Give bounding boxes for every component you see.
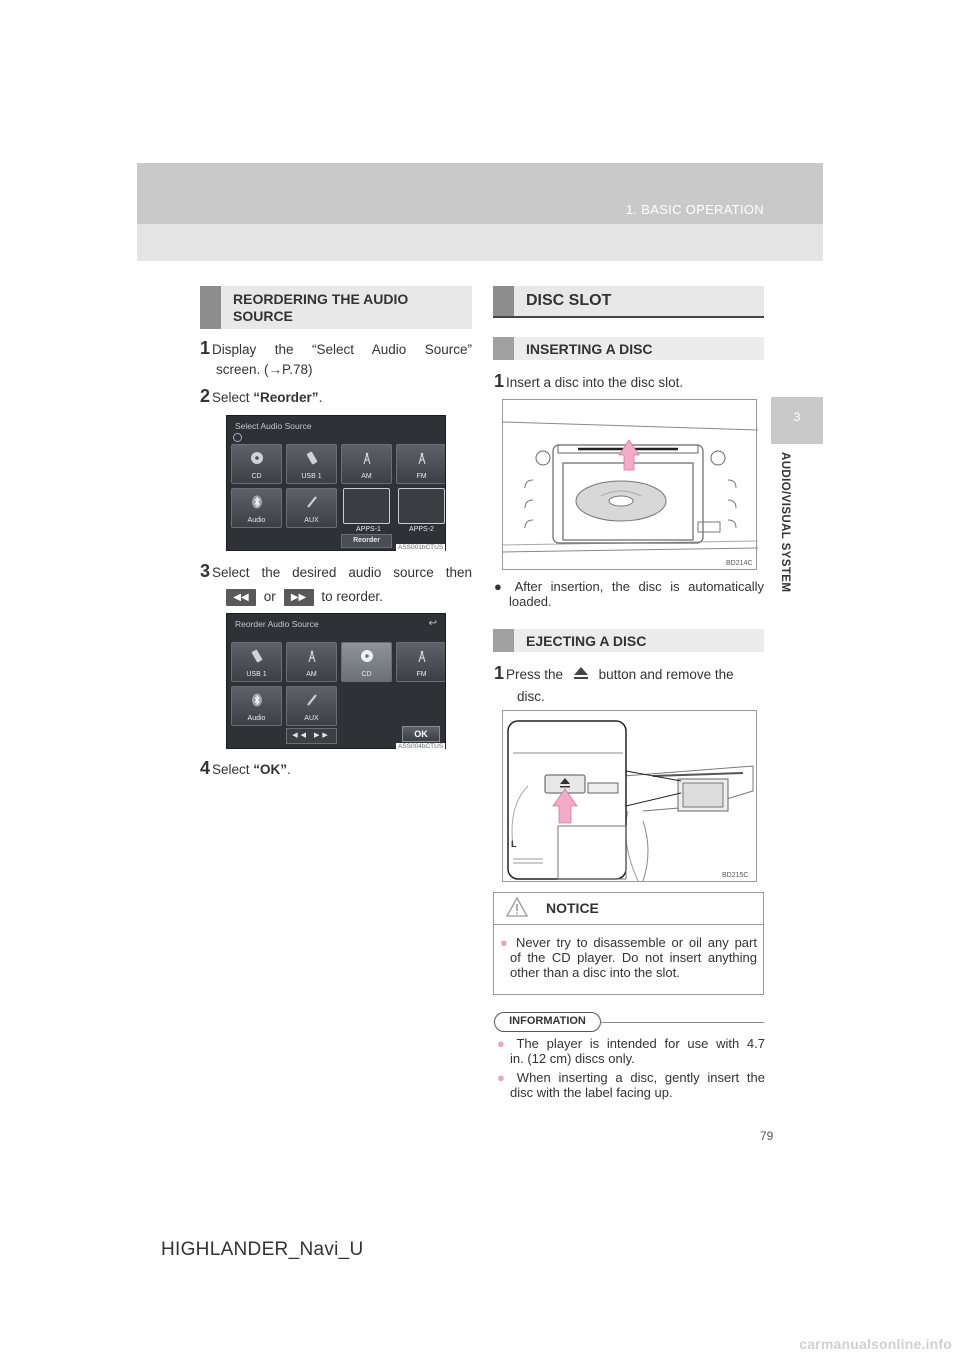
reorder-audio-source-screen xyxy=(226,613,446,749)
source-tile-aux[interactable]: AUX xyxy=(286,488,337,528)
eject-drawing xyxy=(503,711,758,883)
information-rule xyxy=(600,1022,764,1023)
move-right-button-icon: ▶▶ xyxy=(284,589,314,606)
step-1-text: 1 Display the “Select Audio Source” xyxy=(200,338,472,358)
warning-triangle-icon xyxy=(506,897,528,917)
notice-text: ● Never try to disassemble or oil any part of the CD player. Do not insert anything other than a disc into the slot. xyxy=(500,935,757,980)
information-item-2: ● When inserting a disc, gently insert the disc with the label facing up. xyxy=(497,1070,766,1100)
disc-slot-drawing xyxy=(503,400,758,571)
eject-icon xyxy=(573,666,589,680)
source-tile-aux[interactable]: AUX xyxy=(286,686,337,726)
usb-icon xyxy=(305,451,319,465)
source-tile-bluetooth-audio[interactable]: Audio xyxy=(231,488,282,528)
bluetooth-icon xyxy=(250,693,264,707)
section-heading-reordering: REORDERING THE AUDIO SOURCE xyxy=(200,286,472,329)
figure-letter: L xyxy=(511,839,517,849)
source-tile-am[interactable]: AM xyxy=(341,444,392,484)
subsection-heading-inserting: INSERTING A DISC xyxy=(493,337,764,360)
move-left-button-icon: ◀◀ xyxy=(226,589,256,606)
source-tile-cd[interactable]: CD xyxy=(231,444,282,484)
radio-tower-icon xyxy=(305,649,319,663)
source-tile-am[interactable]: AM xyxy=(286,642,337,682)
figure-caption: ASS001bCTUS xyxy=(398,544,444,551)
eject-step-1-text-cont: disc. xyxy=(517,689,545,704)
disc-icon xyxy=(360,649,374,663)
figure-caption: ASS004bCTUS xyxy=(398,743,444,750)
screen-title: Reorder Audio Source xyxy=(235,619,319,629)
document-footer: HIGHLANDER_Navi_U xyxy=(161,1239,364,1260)
section-heading-disc-slot: DISC SLOT xyxy=(493,286,764,316)
figure-caption: BD215C xyxy=(722,872,749,879)
disc-slot-illustration xyxy=(502,399,757,570)
eject-step-1-text: 1 Press the button and remove the xyxy=(494,663,734,683)
insert-bullet: ● After insertion, the disc is automatically xyxy=(494,579,764,594)
reorder-button[interactable]: Reorder xyxy=(341,534,392,548)
notice-divider xyxy=(494,924,763,925)
information-tag: INFORMATION xyxy=(494,1012,601,1032)
source-tile-fm[interactable]: FM xyxy=(396,642,446,682)
move-arrows-button[interactable]: ◀◀ ▶▶ xyxy=(286,728,337,744)
apps-2-label: APPS-2 xyxy=(409,526,434,533)
source-tile-usb[interactable]: USB 1 xyxy=(286,444,337,484)
antenna-icon xyxy=(233,433,242,442)
watermark: carmanualsonline.info xyxy=(799,1336,952,1352)
page-number: 79 xyxy=(760,1129,774,1143)
back-arrow-icon[interactable]: ↩ xyxy=(428,618,437,629)
source-tile-bluetooth-audio[interactable]: Audio xyxy=(231,686,282,726)
source-tile-usb[interactable]: USB 1 xyxy=(231,642,282,682)
select-audio-source-screen xyxy=(226,415,446,551)
insert-step-1-text: 1 Insert a disc into the disc slot. xyxy=(494,371,684,391)
step-4-text: 4 Select “OK”. xyxy=(200,758,291,778)
notice-title: NOTICE xyxy=(546,900,599,916)
step-1-text-cont: screen. (→P.78) xyxy=(216,362,313,377)
section-rule xyxy=(493,316,764,318)
subsection-heading-ejecting: EJECTING A DISC xyxy=(493,629,764,652)
aux-plug-icon xyxy=(305,693,319,707)
radio-tower-icon xyxy=(360,451,374,465)
chapter-title: 1. BASIC OPERATION xyxy=(625,202,764,217)
eject-button-illustration xyxy=(502,710,757,882)
step-3-text-cont: ◀◀ or ▶▶ to reorder. xyxy=(226,586,383,608)
insert-bullet-cont: loaded. xyxy=(509,594,552,609)
radio-tower-icon xyxy=(415,649,429,663)
figure-caption: BD214C xyxy=(726,560,753,567)
radio-tower-icon xyxy=(415,451,429,465)
screen-title: Select Audio Source xyxy=(235,421,312,431)
apps-1-label: APPS-1 xyxy=(356,526,381,533)
chapter-side-label: AUDIO/VISUAL SYSTEM xyxy=(779,452,791,593)
disc-icon xyxy=(250,451,264,465)
source-tile-apps-1[interactable] xyxy=(343,488,390,524)
step-3-text: 3 Select the desired audio source then xyxy=(200,561,472,581)
step-2-text: 2 Select “Reorder”. xyxy=(200,386,323,406)
bluetooth-icon xyxy=(250,495,264,509)
source-tile-fm[interactable]: FM xyxy=(396,444,446,484)
chapter-number: 3 xyxy=(793,410,801,424)
ok-button[interactable]: OK xyxy=(402,726,440,742)
aux-plug-icon xyxy=(305,495,319,509)
source-tile-apps-2[interactable] xyxy=(398,488,445,524)
source-tile-cd-selected[interactable]: CD xyxy=(341,642,392,682)
information-item-1: ● The player is intended for use with 4.7 in. (12 cm) discs only. xyxy=(497,1036,765,1066)
usb-icon xyxy=(250,649,264,663)
